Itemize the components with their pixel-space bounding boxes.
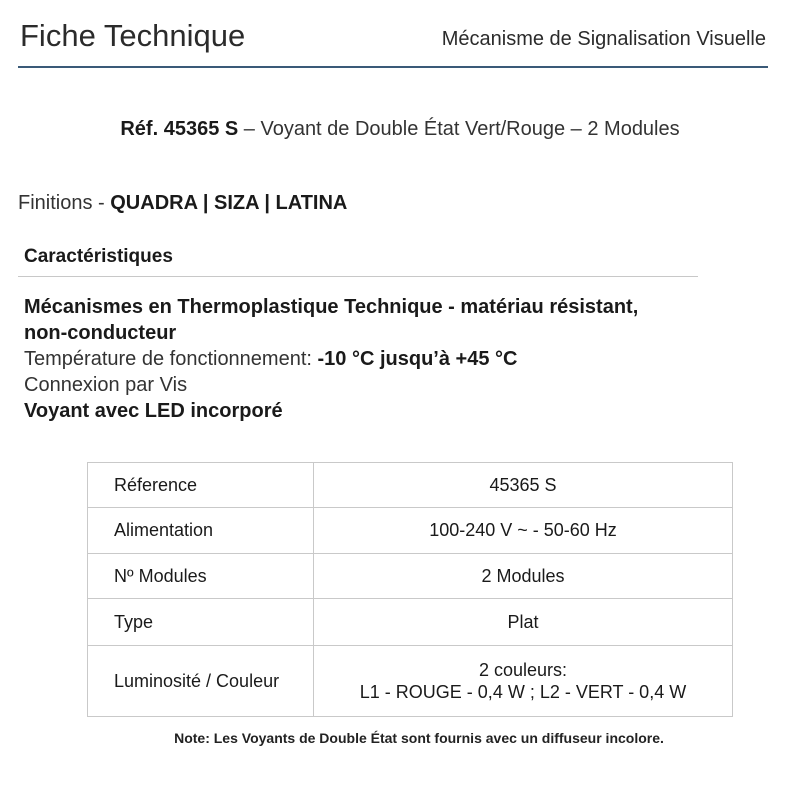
feature-material: Mécanismes en Thermoplastique Technique - matériau résistant, — [24, 296, 639, 318]
product-description: – Voyant de Double État Vert/Rouge – 2 Modules — [238, 118, 680, 140]
spec-value: 45365 S — [314, 463, 733, 508]
spec-value-line: L1 - ROUGE - 0,4 W ; L2 - VERT - 0,4 W — [359, 682, 687, 702]
feature-led: Voyant avec LED incorporé — [24, 400, 283, 422]
features-heading-bar — [18, 246, 698, 277]
table-row — [88, 599, 733, 646]
features-heading: Caractéristiques — [24, 246, 173, 267]
finishes-values: QUADRA | SIZA | LATINA — [110, 192, 348, 214]
table-row — [88, 508, 733, 554]
feature-connection: Connexion par Vis — [24, 374, 188, 396]
page-subtitle: Mécanisme de Signalisation Visuelle — [441, 28, 766, 50]
spec-label: Nº Modules — [88, 554, 314, 599]
page-title: Fiche Technique — [20, 18, 246, 53]
product-ref-label: Réf. 45365 S — [120, 118, 239, 140]
spec-label: Type — [88, 599, 314, 646]
spec-value: 100-240 V ~ - 50-60 Hz — [314, 508, 733, 554]
table-row — [88, 463, 733, 508]
spec-value: 2 Modules — [314, 554, 733, 599]
table-row — [88, 646, 733, 717]
feature-temperature-value: -10 °C jusqu’à +45 °C — [317, 348, 518, 370]
spec-value-line: 2 couleurs: — [478, 660, 568, 680]
spec-value: Plat — [314, 599, 733, 646]
finishes-line — [18, 192, 347, 215]
feature-temperature — [24, 346, 724, 372]
footnote: Note: Les Voyants de Double État sont fournis avec un diffuseur incolore. — [174, 730, 664, 746]
spec-label: Alimentation — [88, 508, 314, 554]
finishes-label: Finitions - — [18, 192, 111, 214]
spec-table — [87, 462, 733, 717]
feature-material-cont: non-conducteur — [24, 322, 177, 344]
feature-temperature-label: Température de fonctionnement: — [24, 348, 318, 370]
product-reference-line — [0, 118, 800, 141]
spec-label: Réference — [88, 463, 314, 508]
spec-label: Luminosité / Couleur — [88, 646, 314, 717]
features-list — [24, 294, 724, 424]
table-row — [88, 554, 733, 599]
page-header — [18, 16, 768, 68]
spec-value — [314, 646, 733, 717]
